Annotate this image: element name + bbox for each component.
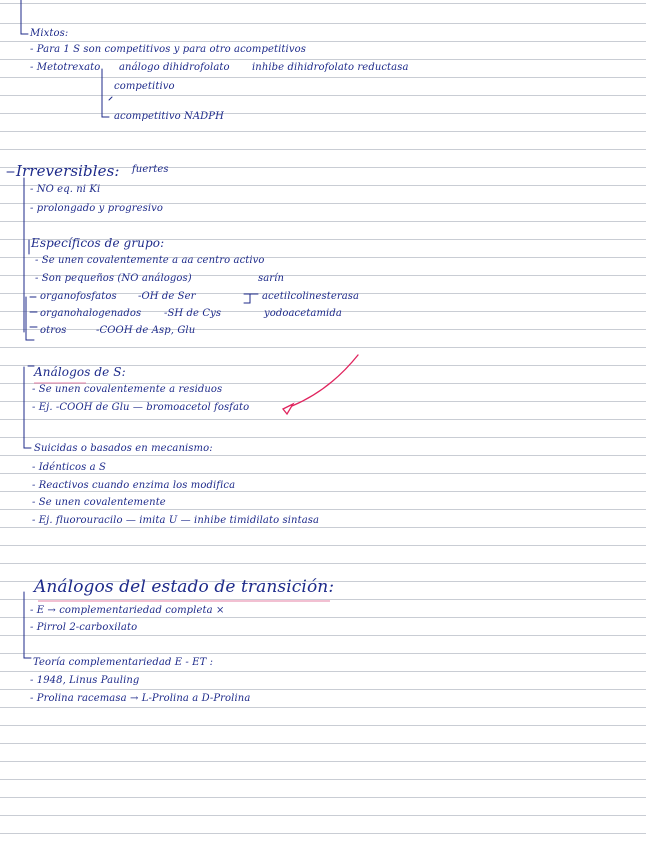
note-line: acetilcolinesterasa xyxy=(262,291,360,302)
note-line: - Se unen covalentemente xyxy=(32,497,166,508)
note-line: organofosfatos xyxy=(40,291,117,302)
heading-suicidas: Suicidas o basados en mecanismo: xyxy=(34,443,213,454)
note-line: - Se unen covalentemente a residuos xyxy=(32,384,223,395)
note-line: análogo dihidrofolato xyxy=(119,62,230,73)
note-line: fuertes xyxy=(132,164,169,175)
note-line: - 1948, Linus Pauling xyxy=(30,675,140,686)
note-line: Teoría complementariedad E - ET : xyxy=(33,657,214,668)
heading-especificos: Específicos de grupo: xyxy=(31,236,165,250)
note-line: - Para 1 S son competitivos y para otro acompetitivos xyxy=(30,44,306,55)
note-line: otros xyxy=(40,325,67,336)
tree-connector-suicidas xyxy=(24,367,31,448)
note-line: yodoacetamida xyxy=(264,308,342,319)
note-line: inhibe dihidrofolato reductasa xyxy=(252,62,409,73)
highlight-arrow xyxy=(292,355,358,406)
note-line: -OH de Ser xyxy=(138,291,196,302)
note-line: - Ej. fluorouracilo — imita U — inhibe timidilato sintasa xyxy=(32,515,320,526)
tree-connector-especificos xyxy=(26,297,34,340)
note-line: -SH de Cys xyxy=(164,308,222,319)
note-line: - Prolina racemasa → L-Prolina a D-Prolina xyxy=(30,693,251,704)
note-line: - Metotrexato xyxy=(30,62,101,73)
note-line: competitivo xyxy=(114,81,175,92)
note-line: sarín xyxy=(258,273,285,284)
note-line: - NO eq. ni Ki xyxy=(30,184,101,195)
note-line: - Pirrol 2-carboxilato xyxy=(30,622,138,633)
heading-irreversibles: Irreversibles: xyxy=(16,162,120,180)
note-line: - Reactivos cuando enzima los modifica xyxy=(32,480,236,491)
heading-analogos-s: Análogos de S: xyxy=(34,365,126,379)
note-line: - Se unen covalentemente a aa centro activo xyxy=(35,255,265,266)
heading-transicion: Análogos del estado de transición: xyxy=(34,577,335,597)
note-line: organohalogenados xyxy=(40,308,142,319)
note-line: - Ej. -COOH de Glu — bromoacetol fosfato xyxy=(32,402,250,413)
note-line: -COOH de Asp, Glu xyxy=(96,325,196,336)
note-line: - E → complementariedad completa × xyxy=(30,605,225,616)
note-line: acompetitivo NADPH xyxy=(114,111,224,122)
note-line: - Son pequeños (NO análogos) xyxy=(35,273,192,284)
tree-connector-metotrexato xyxy=(102,69,109,117)
heading-mixtos: Mixtos: xyxy=(30,28,69,39)
note-line: - Idénticos a S xyxy=(32,462,106,473)
tree-connector-mixtos xyxy=(21,0,28,34)
note-line: - prolongado y progresivo xyxy=(30,203,164,214)
